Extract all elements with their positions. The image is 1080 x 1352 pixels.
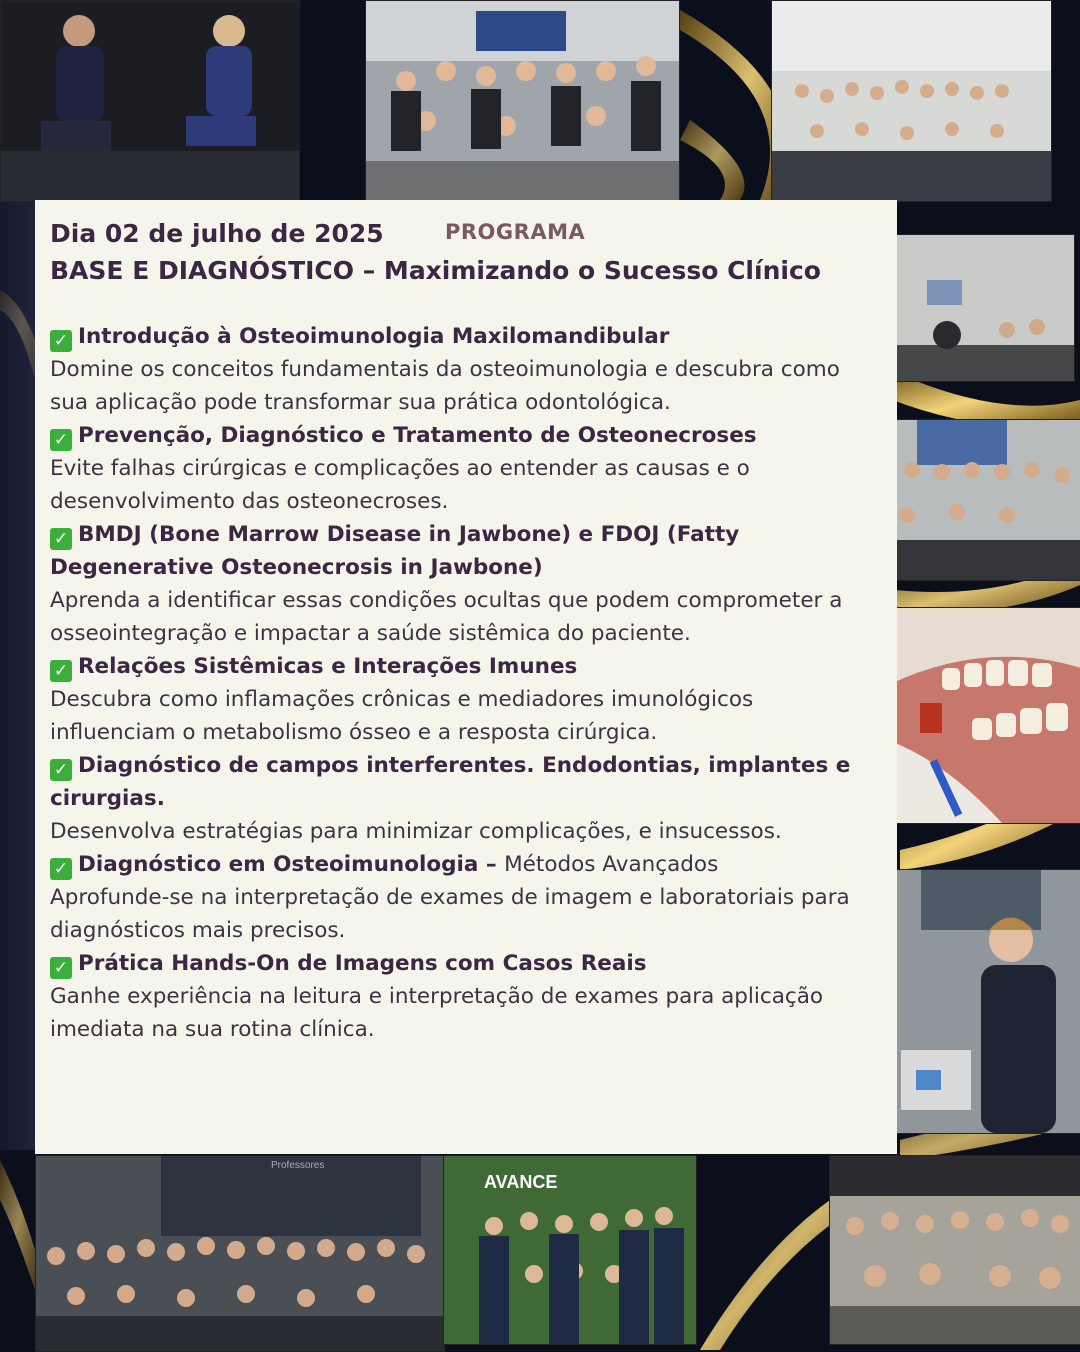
- item-title: Prevenção, Diagnóstico e Tratamento de Osteonecroses: [78, 423, 757, 448]
- item-title: BMDJ (Bone Marrow Disease in Jawbone) e FDOJ (Fatty Degenerative Osteonecrosis in Jawbone): [50, 522, 740, 580]
- item-title: Prática Hands-On de Imagens com Casos Reais: [78, 951, 647, 976]
- item-title: Diagnóstico de campos interferentes. Endodontias, implantes e cirurgias.: [50, 753, 851, 811]
- item-description: Aprofunde-se na interpretação de exames de imagem e laboratoriais para diagnósticos mais precisos.: [50, 885, 850, 943]
- item-title: Relações Sistêmicas e Interações Imunes: [78, 654, 578, 679]
- event-date: Dia 02 de julho de 2025: [50, 219, 384, 248]
- checkmark-icon: ✓: [50, 759, 72, 781]
- item-title-rest: Métodos Avançados: [504, 852, 719, 877]
- item-description: Domine os conceitos fundamentais da osteoimunologia e descubra como sua aplicação pode transformar sua prática odontológica.: [50, 357, 840, 415]
- photo-classroom-group: [771, 0, 1052, 202]
- photo-dental-surgery: [881, 607, 1080, 824]
- checkmark-icon: ✓: [50, 528, 72, 550]
- photo-panel-discussion: [0, 0, 300, 202]
- checkmark-icon: ✓: [50, 330, 72, 352]
- item-title: Diagnóstico em Osteoimunologia –: [78, 852, 505, 877]
- avance-sign-text: AVANCE: [484, 1172, 558, 1192]
- program-tag: PROGRAMA: [445, 220, 586, 244]
- program-items: [50, 320, 870, 1046]
- item-description: Desenvolva estratégias para minimizar complicações, e insucessos.: [50, 819, 782, 844]
- screen-professores-text: Professores: [271, 1160, 325, 1171]
- item-title: Introdução à Osteoimunologia Maxilomandibular: [78, 324, 670, 349]
- item-description: Evite falhas cirúrgicas e complicações ao entender as causas e o desenvolvimento das osteonecroses.: [50, 456, 750, 514]
- program-item: [50, 650, 870, 749]
- photo-avance-team: [443, 1155, 697, 1345]
- program-item: [50, 419, 870, 518]
- item-description: Ganhe experiência na leitura e interpretação de exames para aplicação imediata na sua rotina clínica.: [50, 984, 824, 1042]
- photo-professores-group: [35, 1155, 445, 1352]
- program-heading: BASE E DIAGNÓSTICO – Maximizando o Sucesso Clínico: [50, 256, 821, 285]
- photo-instructor-demo: [880, 869, 1080, 1134]
- photo-group-toast: [365, 0, 680, 202]
- program-item: [50, 749, 870, 848]
- program-item: [50, 320, 870, 419]
- checkmark-icon: ✓: [50, 858, 72, 880]
- item-description: Descubra como inflamações crônicas e mediadores imunológicos influenciam o metabolismo ósseo e a resposta cirúrgica.: [50, 687, 754, 745]
- program-item: [50, 518, 870, 650]
- item-description: Aprenda a identificar essas condições ocultas que podem comprometer a osseointegração e impactar a saúde sistêmica do paciente.: [50, 588, 843, 646]
- checkmark-icon: ✓: [50, 957, 72, 979]
- program-item: [50, 848, 870, 947]
- checkmark-icon: ✓: [50, 660, 72, 682]
- checkmark-icon: ✓: [50, 429, 72, 451]
- program-item: [50, 947, 870, 1046]
- photo-classroom-celebration: [829, 1155, 1080, 1345]
